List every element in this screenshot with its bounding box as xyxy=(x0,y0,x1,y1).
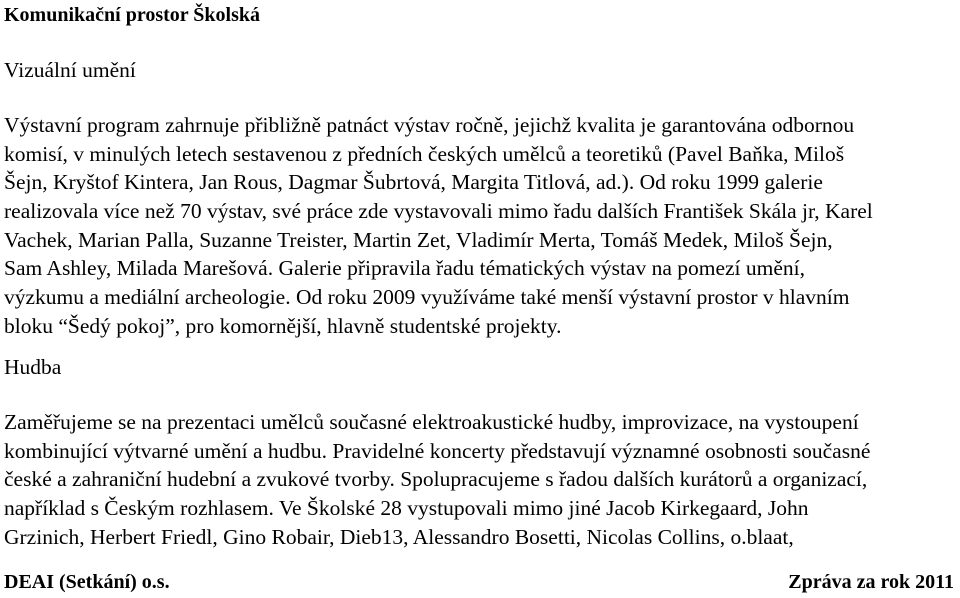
paragraph-music xyxy=(4,408,870,551)
text-line: například s Českým rozhlasem. Ve Školské 28 vystupovali mimo jiné Jacob Kirkegaard, John xyxy=(4,496,809,521)
paragraph-visual-art xyxy=(4,111,873,341)
footer-report-year: Zpráva za rok 2011 xyxy=(788,571,954,593)
text-line: bloku “Šedý pokoj”, pro komornější, hlavně studentské projekty. xyxy=(4,313,562,338)
text-line: české a zahraniční hudební a zvukové tvorby. Spolupracujeme s řadou dalších kurátorů a organizací, xyxy=(4,467,868,492)
text-line: Zaměřujeme se na prezentaci umělců současné elektroakustické hudby, improvizace, na vystoupení xyxy=(4,410,859,434)
text-line: Sam Ashley, Milada Marešová. Galerie připravila řadu tématických výstav na pomezí umění, xyxy=(4,256,806,281)
text-line: Vachek, Marian Palla, Suzanne Treister, Martin Zet, Vladimír Merta, Tomáš Medek, Miloš Šejn, xyxy=(4,227,833,252)
document-title: Komunikační prostor Školská xyxy=(4,4,261,26)
text-line: Výstavní program zahrnuje přibližně patnáct výstav ročně, jejichž kvalita je garantována odbornou xyxy=(4,113,855,137)
footer-organization: DEAI (Setkání) o.s. xyxy=(4,571,170,593)
text-line: výzkumu a mediální archeologie. Od roku 2009 využíváme také menší výstavní prostor v hlavním xyxy=(4,285,850,310)
text-line: Grzinich, Herbert Friedl, Gino Robair, Dieb13, Alessandro Bosetti, Nicolas Collins, o.blaat, xyxy=(4,524,794,549)
text-line: kombinující výtvarné umění a hudbu. Pravidelné koncerty představují významné osobnosti současné xyxy=(4,438,871,463)
section-heading-visual-art: Vizuální umění xyxy=(4,58,136,82)
section-heading-music: Hudba xyxy=(4,355,62,379)
text-line: komisí, v minulých letech sestavenou z předních českých umělců a teoretiků (Pavel Baňka, Miloš xyxy=(4,141,845,166)
text-line: Šejn, Kryštof Kintera, Jan Rous, Dagmar Šubrtová, Margita Titlová, ad.). Od roku 1999 galerie xyxy=(4,170,823,195)
text-line: realizovala více než 70 výstav, své práce zde vystavovali mimo řadu dalších František Skála jr, Karel xyxy=(4,199,873,224)
